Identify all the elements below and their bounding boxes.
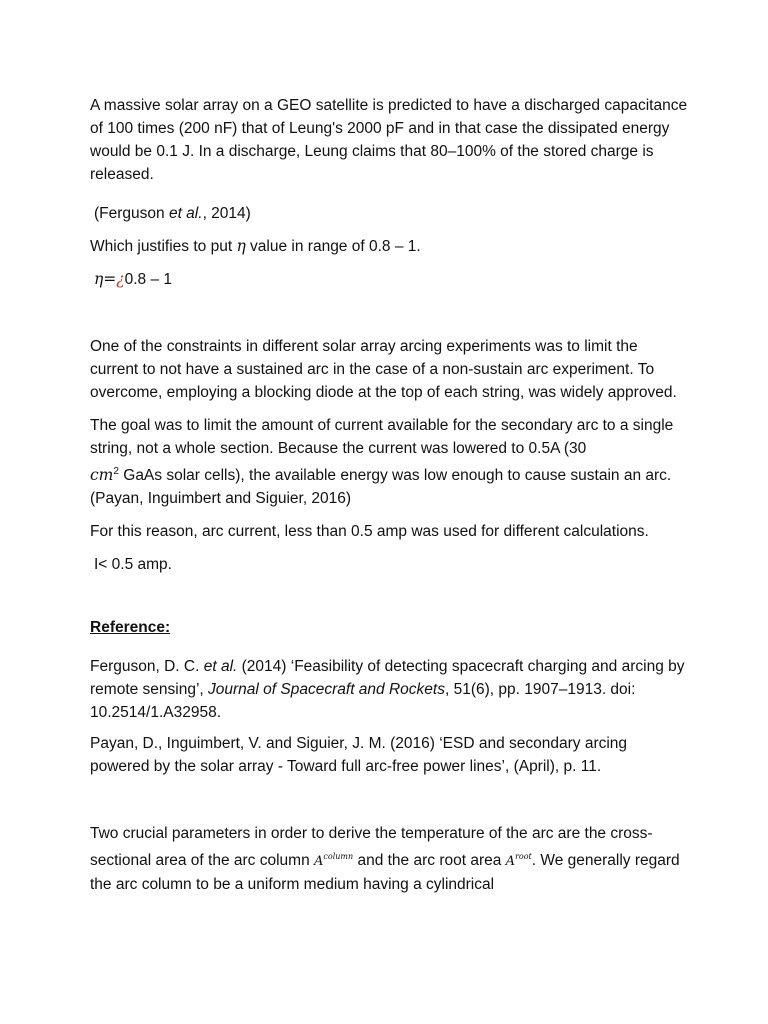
- reference-payan: Payan, D., Inguimbert, V. and Siguier, J. M. (2016) ‘ESD and secondary arcing powered by the solar array - Toward full arc-free power lines’, (April), p. 11.: [90, 735, 628, 776]
- params-text-end: . We generally regard the arc column to be a uniform medium having a cylindrical: [90, 852, 680, 894]
- replacement-glyph: ¿: [116, 270, 125, 288]
- paragraph-constraints: One of the constraints in different solar array arcing experiments was to limit the current to not have a sustained arc in the case of a non-sustain arc experiment. To overcome, employing a blocking diode at the top of each string, was widely approved.: [90, 338, 677, 401]
- a-root-subscript: root: [515, 852, 532, 862]
- ref1-title: (2014) ‘Feasibility of detecting spacecraft charging and arcing by remote sensing’,: [90, 658, 685, 699]
- paragraph-arc-current: For this reason, arc current, less than 0.5 amp was used for different calculations.: [90, 523, 649, 541]
- justify-text: Which justifies to put: [90, 238, 237, 255]
- reference-heading: [90, 616, 690, 639]
- a-column-symbol: A: [314, 854, 324, 870]
- ref1-journal: Journal of Spacecraft and Rockets: [208, 681, 445, 699]
- params-text: Two crucial parameters in order to derive the temperature of the arc are the cross-sectional area of the arc column: [90, 825, 653, 870]
- ref1-authors: Ferguson, D. C.: [90, 658, 204, 676]
- paragraph-arc-parameters: [90, 822, 690, 896]
- unit-exponent: 2: [113, 466, 119, 477]
- citation-etal: et al.: [168, 205, 203, 222]
- citation-year: , 2014): [202, 205, 251, 222]
- paragraph-capacitance: A massive solar array on a GEO satellite is predicted to have a discharged capacitance of 100 times (200 nF) that of Leung's 2000 pF and in that case the dissipated energy would be 0.1 J. In a discharge, Leung claims that 80–100% of the stored charge is released.: [90, 97, 688, 183]
- justify-range: value in range of 0.8 – 1.: [245, 238, 421, 255]
- ref1-etal: et al.: [203, 658, 238, 676]
- citation-text: (Ferguson: [94, 205, 169, 222]
- params-text-middle: and the arc root area: [353, 852, 506, 870]
- equation-eta: [90, 268, 690, 291]
- eta-symbol: η: [236, 237, 246, 255]
- a-column-subscript: column: [323, 852, 354, 862]
- goal-text: The goal was to limit the amount of current available for the secondary arc to a single string, not a whole section. Because the current was lowered to 0.5A (30: [90, 417, 674, 457]
- eta-equals: η=: [94, 270, 117, 288]
- equation-current: I< 0.5 amp.: [94, 556, 172, 574]
- ref1-details: , 51(6), pp. 1907–1913. doi: 10.2514/1.A32958.: [90, 681, 636, 722]
- reference-ferguson: [90, 655, 690, 724]
- unit-cm: cm: [90, 466, 114, 485]
- citation-ferguson: [90, 202, 690, 225]
- document-page: [90, 94, 690, 896]
- paragraph-eta-justification: [90, 235, 690, 258]
- reference-heading-text: Reference:: [90, 619, 171, 637]
- paragraph-goal: [90, 414, 690, 510]
- eta-range-value: 0.8 – 1: [124, 271, 172, 288]
- a-root-symbol: A: [505, 854, 516, 870]
- goal-text-continued: GaAs solar cells), the available energy was low enough to cause sustain an arc. (Payan, Inguimbert and Siguier, 2016): [90, 467, 672, 508]
